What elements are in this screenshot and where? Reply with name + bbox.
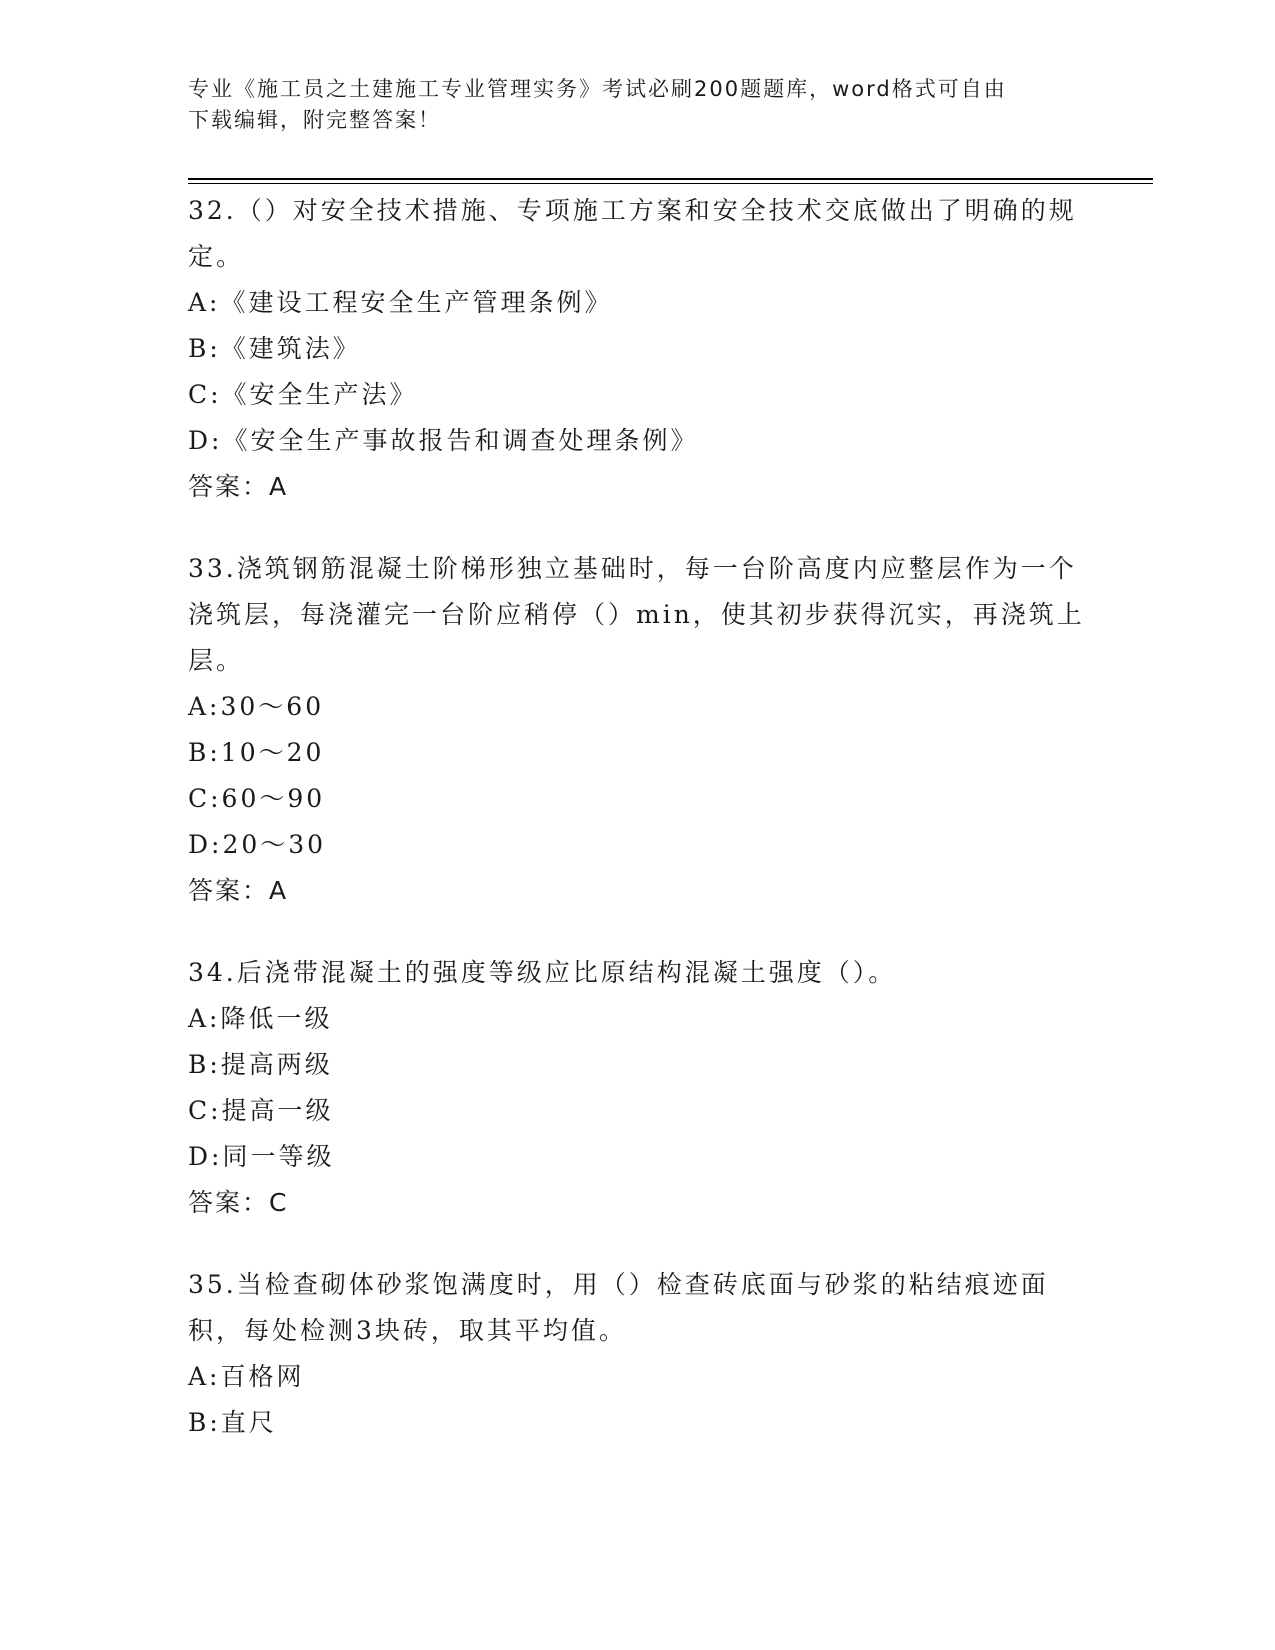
option-d: D:《安全生产事故报告和调查处理条例》 [188,426,699,455]
header-divider-thick [188,178,1153,180]
header-line-1: 专业《施工员之土建施工专业管理实务》考试必刷200题题库，word格式可自由 [188,77,1007,101]
option-b: B:10～20 [188,738,325,767]
option-c: C:提高一级 [188,1096,334,1125]
question-stem: 34.后浇带混凝土的强度等级应比原结构混凝土强度（）。 [188,958,897,987]
question-35 [188,1262,1088,1446]
header-divider-thin [188,183,1153,184]
question-list [188,188,1088,1482]
option-a: A:百格网 [188,1362,305,1391]
option-c: C:《安全生产法》 [188,380,418,409]
question-34 [188,950,1088,1226]
option-d: D:同一等级 [188,1142,335,1171]
question-32 [188,188,1088,510]
option-d: D:20～30 [188,830,327,859]
question-stem: 35.当检查砌体砂浆饱满度时，用（）检查砖底面与砂浆的粘结痕迹面积，每处检测3块砖，取其平均值。 [188,1270,1049,1345]
option-a: A:《建设工程安全生产管理条例》 [188,288,613,317]
header-line-2: 下载编辑，附完整答案！ [188,108,441,132]
answer: 答案：C [188,1188,289,1217]
answer: 答案：A [188,472,289,501]
option-b: B:《建筑法》 [188,334,361,363]
question-stem: 32.（）对安全技术措施、专项施工方案和安全技术交底做出了明确的规定。 [188,196,1077,271]
option-b: B:提高两级 [188,1050,333,1079]
answer: 答案：A [188,876,289,905]
option-a: A:降低一级 [188,1004,333,1033]
option-b: B:直尺 [188,1408,277,1437]
question-stem: 33.浇筑钢筋混凝土阶梯形独立基础时，每一台阶高度内应整层作为一个浇筑层，每浇灌完一台阶应稍停（）min，使其初步获得沉实，再浇筑上层。 [188,554,1085,675]
option-a: A:30～60 [188,692,325,721]
question-33 [188,546,1088,914]
option-c: C:60～90 [188,784,326,813]
document-header [188,74,1088,136]
